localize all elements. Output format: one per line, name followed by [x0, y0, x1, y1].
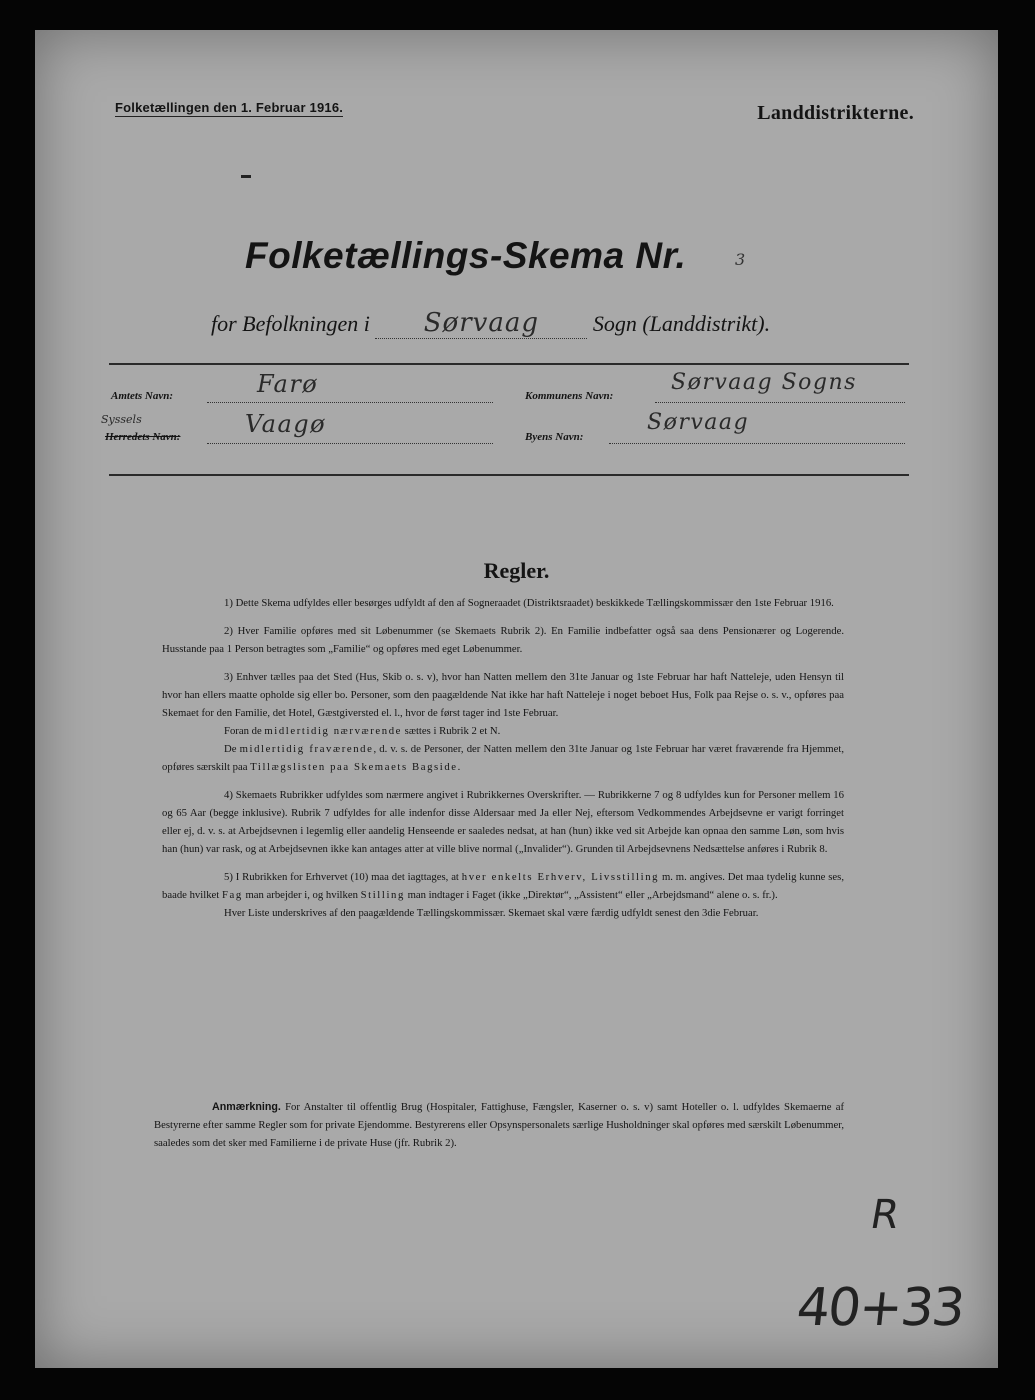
amt-dotted-line: [207, 402, 493, 403]
herred-overwrite-handwritten: Syssels: [101, 413, 142, 426]
rule-2: 2) Hver Familie opføres med sit Løbenummer (se Skemaets Rubrik 2). En Familie indbefatter også saa dens Pensionærer og Logerende. Husstande paa 1 Person betragtes som „Familie“ og opføres med eget Løbenummer.: [162, 625, 844, 655]
bottom-divider: [109, 474, 909, 476]
note-paragraph: [154, 1098, 844, 1152]
rule-4: 4) Skemaets Rubrikker udfyldes som nærmere angivet i Rubrikkernes Overskrifter. — Rubrikkerne 7 og 8 udfyldes kun for Personer mellem 16 og 65 Aar (begge inklusive). Rubrik 7 udfyldes for alle indenfor disse Aldersaar med Ja eller Nej, eftersom Vedkommendes Arbejdsevne er varigt forringet eller ej, d. v. s. at Arbejdsevnen i legemlig eller aandelig Henseende er saaledes nedsat, at han (hun) ikke ved sit Arbejde kan opnaa den samme Løn, som hvis han (hun) var rask, og at Arbejdsevnen ikke kan antages atter at ville blive normal („Invalider“). Grunden til Arbejdsevnens Nedsættelse anføres i Rubrik 8.: [162, 789, 844, 855]
kommune-label: Kommunens Navn:: [525, 390, 614, 402]
amt-value: Farø: [257, 370, 319, 398]
rule-1: 1) Dette Skema udfyldes eller besørges udfyldt af den af Sogneraadet (Distriktsraadet) beskikkede Tællingskommissær den 1ste Februar 1916.: [224, 597, 834, 609]
rule-3: 3) Enhver tælles paa det Sted (Hus, Skib o. s. v), hvor han Natten mellem den 31te Januar og 1ste Februar har haft Natteleje, uden Hensyn til hvor han ellers maatte opholde sig eller bo. Personer, som den paagældende Nat ikke har haft Natteleje i noget beboet Hus, Folk paa Rejse o. s. v., opføres paa Skemaet for den Familie, det Hotel, Gæstgiversted el. l., hvor de først tager ind 1ste Februar.: [162, 671, 844, 719]
subtitle-prefix: for Befolkningen i: [211, 311, 370, 336]
census-form-page: [35, 30, 998, 1368]
by-value: Sørvaag: [647, 410, 750, 435]
rule-5-signature: Hver Liste underskrives af den paagældende Tællingskommissær. Skemaet skal være færdig udfyldt senest den 3die Februar.: [224, 907, 759, 919]
herred-label: Herredets Navn:: [105, 431, 181, 443]
kommune-dotted-line: [655, 402, 905, 403]
subtitle-suffix: Sogn (Landdistrikt).: [592, 311, 771, 336]
note-label: Anmærkning.: [212, 1101, 281, 1113]
by-label: Byens Navn:: [525, 431, 584, 443]
herred-value: Vaagø: [245, 410, 327, 438]
kommune-value: Sørvaag Sogns: [671, 370, 857, 395]
parish-handwritten: Sørvaag: [375, 308, 587, 339]
by-dotted-line: [609, 443, 905, 444]
handwritten-letter-mark: R: [866, 1192, 903, 1238]
handwritten-count-mark: 40+33: [793, 1278, 967, 1338]
census-date-header: Folketællingen den 1. Februar 1916.: [115, 100, 344, 115]
form-number-handwritten: 3: [735, 250, 746, 269]
amt-label: Amtets Navn:: [111, 390, 174, 402]
form-subtitle: [211, 308, 770, 339]
district-type-header: Landdistrikterne.: [757, 102, 914, 124]
rules-heading: Regler.: [483, 558, 550, 583]
note-text: For Anstalter til offentlig Brug (Hospitaler, Fattighuse, Fængsler, Kaserner o. s. v) samt Hoteller o. l. udfyldes Skemaerne af Bestyrerne efter samme Regler som for private Ejendomme. Bestyrerens eller Opsynspersonalets særlige Husholdninger skal opføres med særskilt Løbenummer, saaledes som det sker med Familierne i de private Huse (jfr. Rubrik 2).: [154, 1101, 845, 1149]
rules-body: [162, 594, 844, 932]
dash-mark: [241, 175, 251, 178]
rule-5: 5) I Rubrikken for Erhvervet (10) maa det iagttages, at hver enkelts Erhverv, Livsstilling m. m. angives. Det maa tydelig kunne ses, baade hvilket Fag man arbejder i, og hvilken Stilling man indtager i Faget (ikke „Direktør“, „Assistent“ eller „Arbejdsmand“ alene o. s. fr.).: [162, 871, 844, 901]
top-divider: [109, 363, 909, 365]
rule-3-temporary-absent: De midlertidig fraværende, d. v. s. de Personer, der Natten mellem den 31te Januar og 1ste Februar har været fraværende fra Hjemmet, opføres særskilt paa Tillægslisten paa Skemaets Bagside.: [162, 743, 844, 773]
rule-3-temporary-present: Foran de midlertidig nærværende sættes i Rubrik 2 et N.: [224, 725, 501, 737]
herred-dotted-line: [207, 443, 493, 444]
form-title: Folketællings-Skema Nr.: [245, 235, 687, 276]
